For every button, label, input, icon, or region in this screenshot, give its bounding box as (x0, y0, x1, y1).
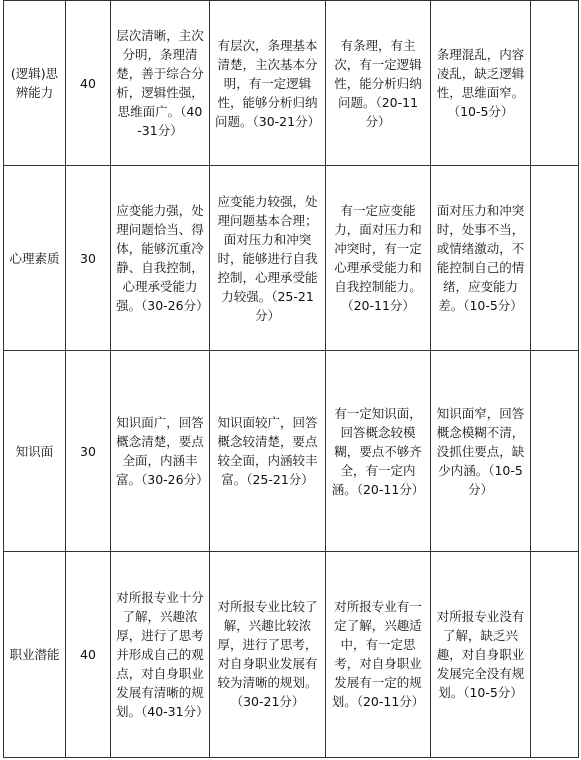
level-excellent-cell: 知识面广，回答概念清楚，要点全面，内涵丰富。（30-26分） (111, 351, 210, 551)
empty-cell (531, 351, 579, 551)
category-cell: 知识面 (4, 351, 66, 551)
table-row (4, 351, 579, 551)
level-poor-cell: 面对压力和冲突时，处事不当，或情绪激动，不能控制自己的情绪，应变能力差。（10-5分） (431, 166, 531, 351)
level-good-cell: 对所报专业比较了解，兴趣比较浓厚，进行了思考，对自身职业发展有较为清晰的规划。（30-21分） (210, 551, 326, 757)
level-poor-cell: 知识面窄，回答概念模糊不清，没抓住要点，缺少内涵。（10-5分） (431, 351, 531, 551)
category-cell: 心理素质 (4, 166, 66, 351)
level-fair-cell: 有一定知识面，回答概念较模糊，要点不够齐全，有一定内涵。（20-11分） (326, 351, 431, 551)
level-poor-cell: 条理混乱，内容凌乱，缺乏逻辑性，思维面窄。（10-5分） (431, 1, 531, 166)
category-cell: (逻辑)思辨能力 (4, 1, 66, 166)
level-fair-cell: 有一定应变能力，面对压力和冲突时，有一定心理承受能力和自我控制能力。（20-11分） (326, 166, 431, 351)
empty-cell (531, 1, 579, 166)
category-cell: 职业潜能 (4, 551, 66, 757)
level-good-cell: 应变能力较强，处理问题基本合理；面对压力和冲突时，能够进行自我控制，心理承受能力较强。（25-21分） (210, 166, 326, 351)
empty-cell (531, 551, 579, 757)
level-good-cell: 有层次，条理基本清楚，主次基本分明，有一定逻辑性，能够分析归纳问题。（30-21分） (210, 1, 326, 166)
level-fair-cell: 有条理，有主次，有一定逻辑性，能分析归纳问题。（20-11分） (326, 1, 431, 166)
score-cell: 30 (66, 351, 111, 551)
level-good-cell: 知识面较广，回答概念较清楚，要点较全面，内涵较丰富。（25-21分） (210, 351, 326, 551)
level-fair-cell: 对所报专业有一定了解，兴趣适中，有一定思考，对自身职业发展有一定的规划。（20-11分） (326, 551, 431, 757)
table-row (4, 551, 579, 757)
scoring-rubric-table (3, 0, 579, 758)
level-excellent-cell: 层次清晰，主次分明，条理清楚，善于综合分析，逻辑性强，思维面广。（40-31分） (111, 1, 210, 166)
score-cell: 40 (66, 1, 111, 166)
level-poor-cell: 对所报专业没有了解，缺乏兴趣，对自身职业发展完全没有规划。（10-5分） (431, 551, 531, 757)
score-cell: 40 (66, 551, 111, 757)
table-row (4, 166, 579, 351)
empty-cell (531, 166, 579, 351)
table-row (4, 1, 579, 166)
level-excellent-cell: 应变能力强，处理问题恰当、得体，能够沉重冷静、自我控制，心理承受能力强。（30-26分） (111, 166, 210, 351)
level-excellent-cell: 对所报专业十分了解，兴趣浓厚，进行了思考并形成自己的观点，对自身职业发展有清晰的规划。（40-31分） (111, 551, 210, 757)
score-cell: 30 (66, 166, 111, 351)
